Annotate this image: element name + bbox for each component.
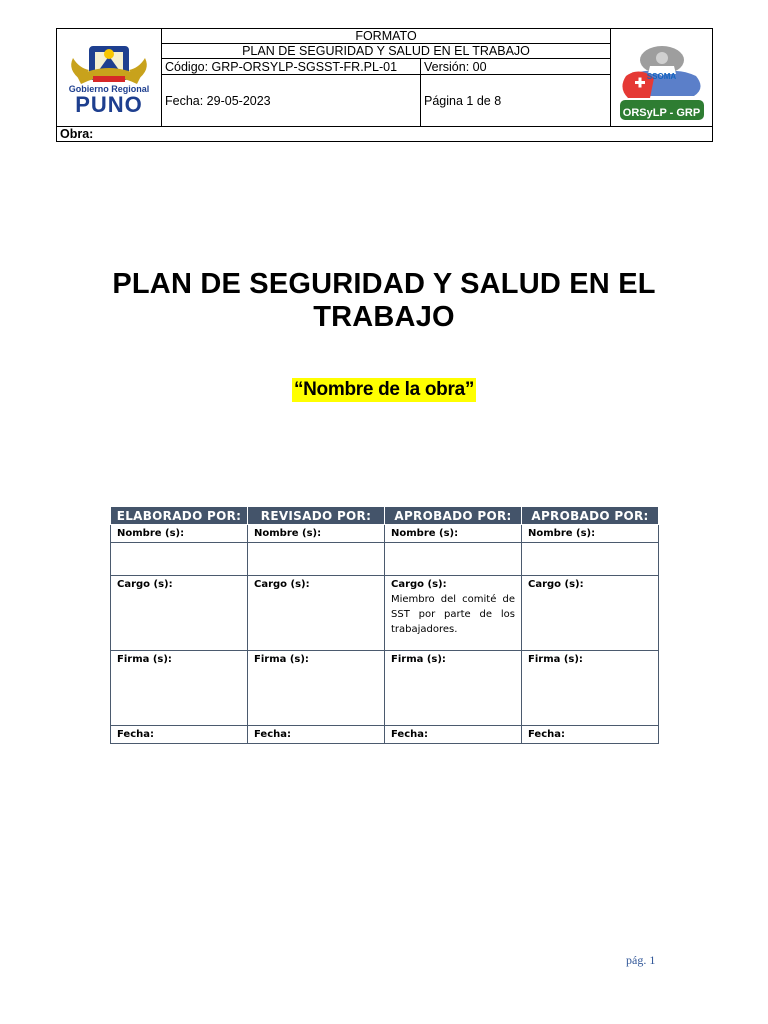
ssoma-orsylp-logo xyxy=(611,29,713,127)
pagina-cell: Página 1 de 8 xyxy=(421,75,611,127)
left-logo-line1: Gobierno Regional xyxy=(68,83,150,94)
firma-cell: Firma (s): xyxy=(111,651,248,726)
nombre-value xyxy=(248,543,385,576)
fecha-cell: Fecha: xyxy=(111,726,248,744)
fecha-cell: Fecha: xyxy=(248,726,385,744)
codigo-cell: Código: GRP-ORSYLP-SGSST-FR.PL-01 xyxy=(162,59,421,75)
formato-label: FORMATO xyxy=(162,29,611,44)
document-title-cell: PLAN DE SEGURIDAD Y SALUD EN EL TRABAJO xyxy=(162,44,611,59)
version-cell: Versión: 00 xyxy=(421,59,611,75)
right-logo-badge: SSOMA xyxy=(646,72,677,81)
left-logo-line2: PUNO xyxy=(75,91,143,117)
nombre-value xyxy=(522,543,659,576)
column-header-revisado: REVISADO POR: xyxy=(248,507,385,525)
obra-label: Obra: xyxy=(57,127,713,142)
column-header-elaborado: ELABORADO POR: xyxy=(111,507,248,525)
cargo-note: Miembro del comité de SST por parte de los trabajadores. xyxy=(391,594,515,635)
nombre-label: Nombre (s): xyxy=(111,525,248,543)
firma-cell: Firma (s): xyxy=(248,651,385,726)
right-logo-text: ORSyLP - GRP xyxy=(622,107,701,119)
nombre-label: Nombre (s): xyxy=(522,525,659,543)
page-number: pág. 1 xyxy=(626,953,656,967)
cargo-cell: Cargo (s): Miembro del comité de SST por parte de los trabajadores. xyxy=(385,576,522,651)
document-header xyxy=(56,28,713,142)
column-header-aprobado-2: APROBADO POR: xyxy=(522,507,659,525)
subtitle-wrap xyxy=(0,378,768,402)
fecha-cell: Fecha: xyxy=(385,726,522,744)
nombre-value xyxy=(111,543,248,576)
cargo-cell: Cargo (s): xyxy=(111,576,248,651)
cargo-cell: Cargo (s): xyxy=(522,576,659,651)
nombre-label: Nombre (s): xyxy=(248,525,385,543)
firma-cell: Firma (s): xyxy=(522,651,659,726)
column-header-aprobado-1: APROBADO POR: xyxy=(385,507,522,525)
fecha-cell: Fecha: xyxy=(522,726,659,744)
project-name-placeholder: “Nombre de la obra” xyxy=(293,379,475,400)
cargo-cell: Cargo (s): xyxy=(248,576,385,651)
approvals-table xyxy=(110,506,659,744)
nombre-value xyxy=(385,543,522,576)
firma-cell: Firma (s): xyxy=(385,651,522,726)
gobierno-regional-puno-logo xyxy=(57,29,162,127)
page-title: PLAN DE SEGURIDAD Y SALUD EN EL TRABAJO xyxy=(112,268,656,333)
nombre-label: Nombre (s): xyxy=(385,525,522,543)
fecha-cell: Fecha: 29-05-2023 xyxy=(162,75,421,127)
